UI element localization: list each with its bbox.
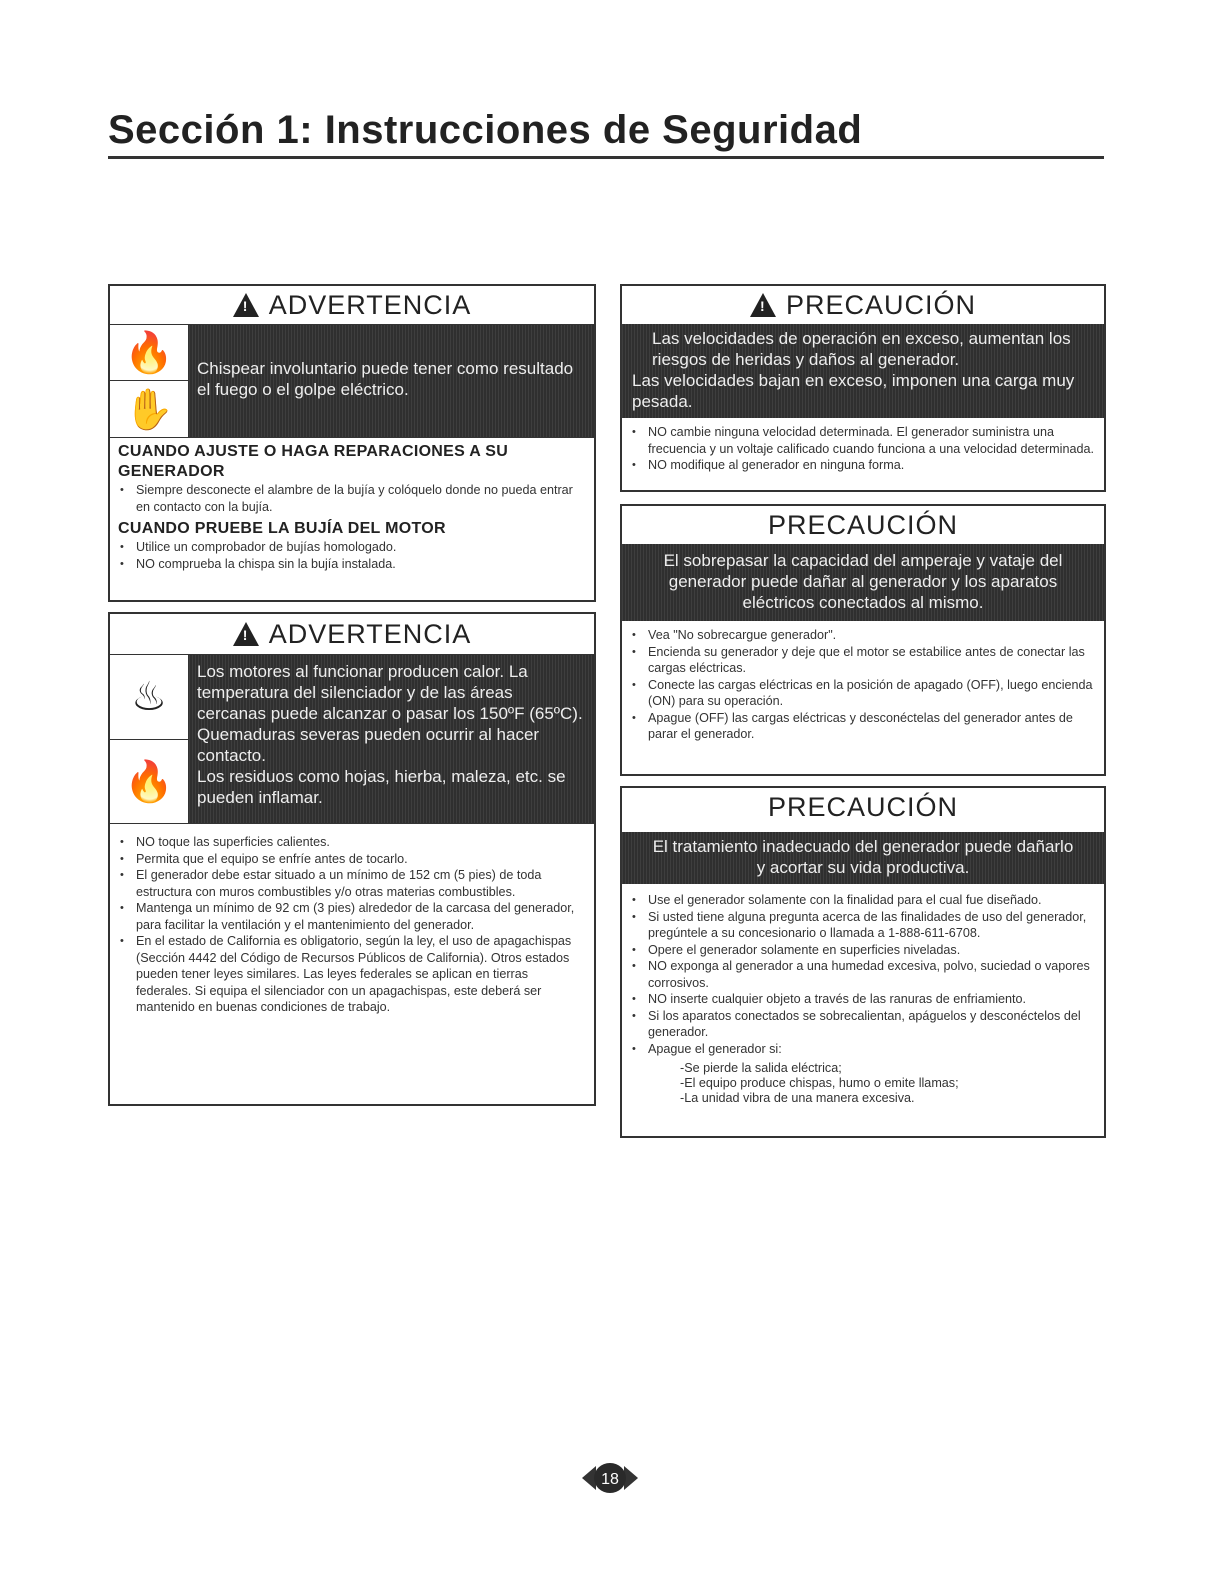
page-title: Sección 1: Instrucciones de Seguridad bbox=[108, 108, 863, 152]
caution-text-band: El tratamiento inadecuado del generador puede dañarlo y acortar su vida productiva. bbox=[622, 832, 1104, 884]
caution-box-overload bbox=[620, 504, 1106, 776]
warning-band-row bbox=[110, 654, 594, 823]
list-item: • Use el generador solamente con la finalidad para el cual fue diseñado. bbox=[630, 892, 1096, 909]
list-item: • NO modifique al generador en ninguna forma. bbox=[630, 457, 1096, 474]
list-item: • Mantenga un mínimo de 92 cm (3 pies) alrededor de la carcasa del generador, para facilitar la ventilación y el mantenimiento del generador. bbox=[118, 900, 586, 933]
warning-text-band: Chispear involuntario puede tener como resultado el fuego o el golpe eléctrico. bbox=[189, 325, 594, 437]
sub-list bbox=[622, 1061, 1104, 1106]
section-heading: CUANDO AJUSTE O HAGA REPARACIONES A SU GENERADOR bbox=[118, 443, 509, 480]
caution-text-band: El sobrepasar la capacidad del amperaje y vataje del generador puede dañar al generador y los aparatos eléctricos conectados al mismo. bbox=[622, 544, 1104, 621]
sub-item: -El equipo produce chispas, humo o emite llamas; bbox=[680, 1076, 959, 1090]
warning-band-row bbox=[110, 324, 594, 437]
warning-box-heat bbox=[108, 612, 596, 1106]
list-item: • Si los aparatos conectados se sobrecalientan, apáguelos y desconéctelos del generador. bbox=[630, 1008, 1096, 1041]
list-item: • Utilice un comprobador de bujías homologado. bbox=[118, 539, 586, 556]
caution-header: !PRECAUCIÓN bbox=[622, 286, 1104, 324]
list-item: • Siempre desconecte el alambre de la bujía y colóquelo donde no pueda entrar en contacto con la bujía. bbox=[118, 482, 586, 515]
list-item: • NO exponga al generador a una humedad excesiva, polvo, suciedad o vapores corrosivos. bbox=[630, 958, 1096, 991]
warning-text-band bbox=[189, 655, 594, 823]
list-item: • NO cambie ninguna velocidad determinada. El generador suministra una frecuencia y un voltaje calificado cuando funciona a una velocidad determinada. bbox=[630, 424, 1096, 457]
caution-text-band bbox=[622, 324, 1104, 418]
list-item: • Apague el generador si: bbox=[630, 1041, 1096, 1058]
list-item: • Vea "No sobrecargue generador". bbox=[630, 627, 1096, 644]
list-item: • Si usted tiene alguna pregunta acerca de las finalidades de uso del generador, pregúntele a su concesionario o llamada a 1-888-611-6708. bbox=[630, 909, 1096, 942]
hazard-pictograms bbox=[110, 655, 189, 823]
warning-triangle-icon bbox=[750, 293, 776, 317]
caution-header: PRECAUCIÓN bbox=[767, 510, 959, 540]
left-arrow-shape bbox=[582, 1466, 596, 1490]
list-item: • En el estado de California es obligatorio, según la ley, el uso de apagachispas (Sección 4442 del Código de Recursos Públicos de California). Otros estados pueden tener leyes similares. Las leyes federales se aplican en tierras federales. Si equipa el silenciador con un apagachispas, este deberá ser mantenido en buenas condiciones de trabajo. bbox=[118, 933, 586, 1016]
bullet-list bbox=[622, 884, 1104, 1061]
warning-header: !ADVERTENCIA bbox=[110, 286, 594, 324]
hot-surface-icon: ♨ bbox=[110, 655, 188, 740]
warning-box-spark bbox=[108, 284, 596, 602]
warning-line: Los residuos como hojas, hierba, maleza, etc. se pueden inflamar. bbox=[197, 767, 566, 807]
list-item: • Encienda su generador y deje que el motor se estabilice antes de conectar las cargas eléctricas. bbox=[630, 644, 1096, 677]
warning-line: Los motores al funcionar producen calor. La temperatura del silenciador y de las áreas cercanas puede alcanzar o pasar los 150ºF (65ºC). bbox=[197, 662, 583, 723]
caution-box-handling bbox=[620, 786, 1106, 1138]
warning-triangle-icon bbox=[233, 622, 259, 646]
list-item: • Apague (OFF) las cargas eléctricas y desconéctelas del generador antes de parar el generador. bbox=[630, 710, 1096, 743]
right-arrow-shape bbox=[624, 1466, 638, 1490]
sub-item: -Se pierde la salida eléctrica; bbox=[680, 1061, 842, 1075]
list-item: • Conecte las cargas eléctricas en la posición de apagado (OFF), luego encienda (ON) para su operación. bbox=[630, 677, 1096, 710]
list-item: • Permita que el equipo se enfríe antes de tocarlo. bbox=[118, 851, 586, 868]
caution-header: PRECAUCIÓN bbox=[767, 792, 959, 822]
section-heading: CUANDO PRUEBE LA BUJÍA DEL MOTOR bbox=[118, 520, 446, 537]
list-item: • NO inserte cualquier objeto a través de las ranuras de enfriamiento. bbox=[630, 991, 1096, 1008]
warning-header: !ADVERTENCIA bbox=[110, 614, 594, 654]
bullet-list bbox=[622, 621, 1104, 747]
sub-item: -La unidad vibra de una manera excesiva. bbox=[680, 1091, 915, 1105]
list-item: • NO toque las superficies calientes. bbox=[118, 834, 586, 851]
list-item: • El generador debe estar situado a un mínimo de 152 cm (5 pies) de toda estructura con muros combustibles y/o otras materias combustibles. bbox=[118, 867, 586, 900]
fire-icon: 🔥 bbox=[110, 325, 188, 381]
list-item: • NO comprueba la chispa sin la bujía instalada. bbox=[118, 556, 586, 573]
shock-hand-icon: ✋ bbox=[124, 387, 174, 432]
caution-line: Las velocidades bajan en exceso, imponen una carga muy pesada. bbox=[632, 371, 1075, 411]
hazard-pictograms bbox=[110, 325, 189, 437]
warning-triangle-icon bbox=[233, 293, 259, 317]
page-number-badge bbox=[582, 1462, 638, 1494]
page-number: 18 bbox=[601, 1471, 619, 1488]
list-item: • Opere el generador solamente en superficies niveladas. bbox=[630, 942, 1096, 959]
fire-icon: 🔥 bbox=[124, 760, 174, 804]
bullet-list bbox=[110, 482, 594, 519]
bullet-list bbox=[110, 834, 594, 1020]
warning-line: Quemaduras severas pueden ocurrir al hacer contacto. bbox=[197, 725, 540, 765]
bullet-list bbox=[622, 418, 1104, 478]
caution-line: Las velocidades de operación en exceso, aumentan los riesgos de heridas y daños al generador. bbox=[652, 329, 1071, 369]
bullet-list bbox=[110, 539, 594, 576]
title-rule bbox=[108, 156, 1104, 159]
caution-box-speed bbox=[620, 284, 1106, 492]
